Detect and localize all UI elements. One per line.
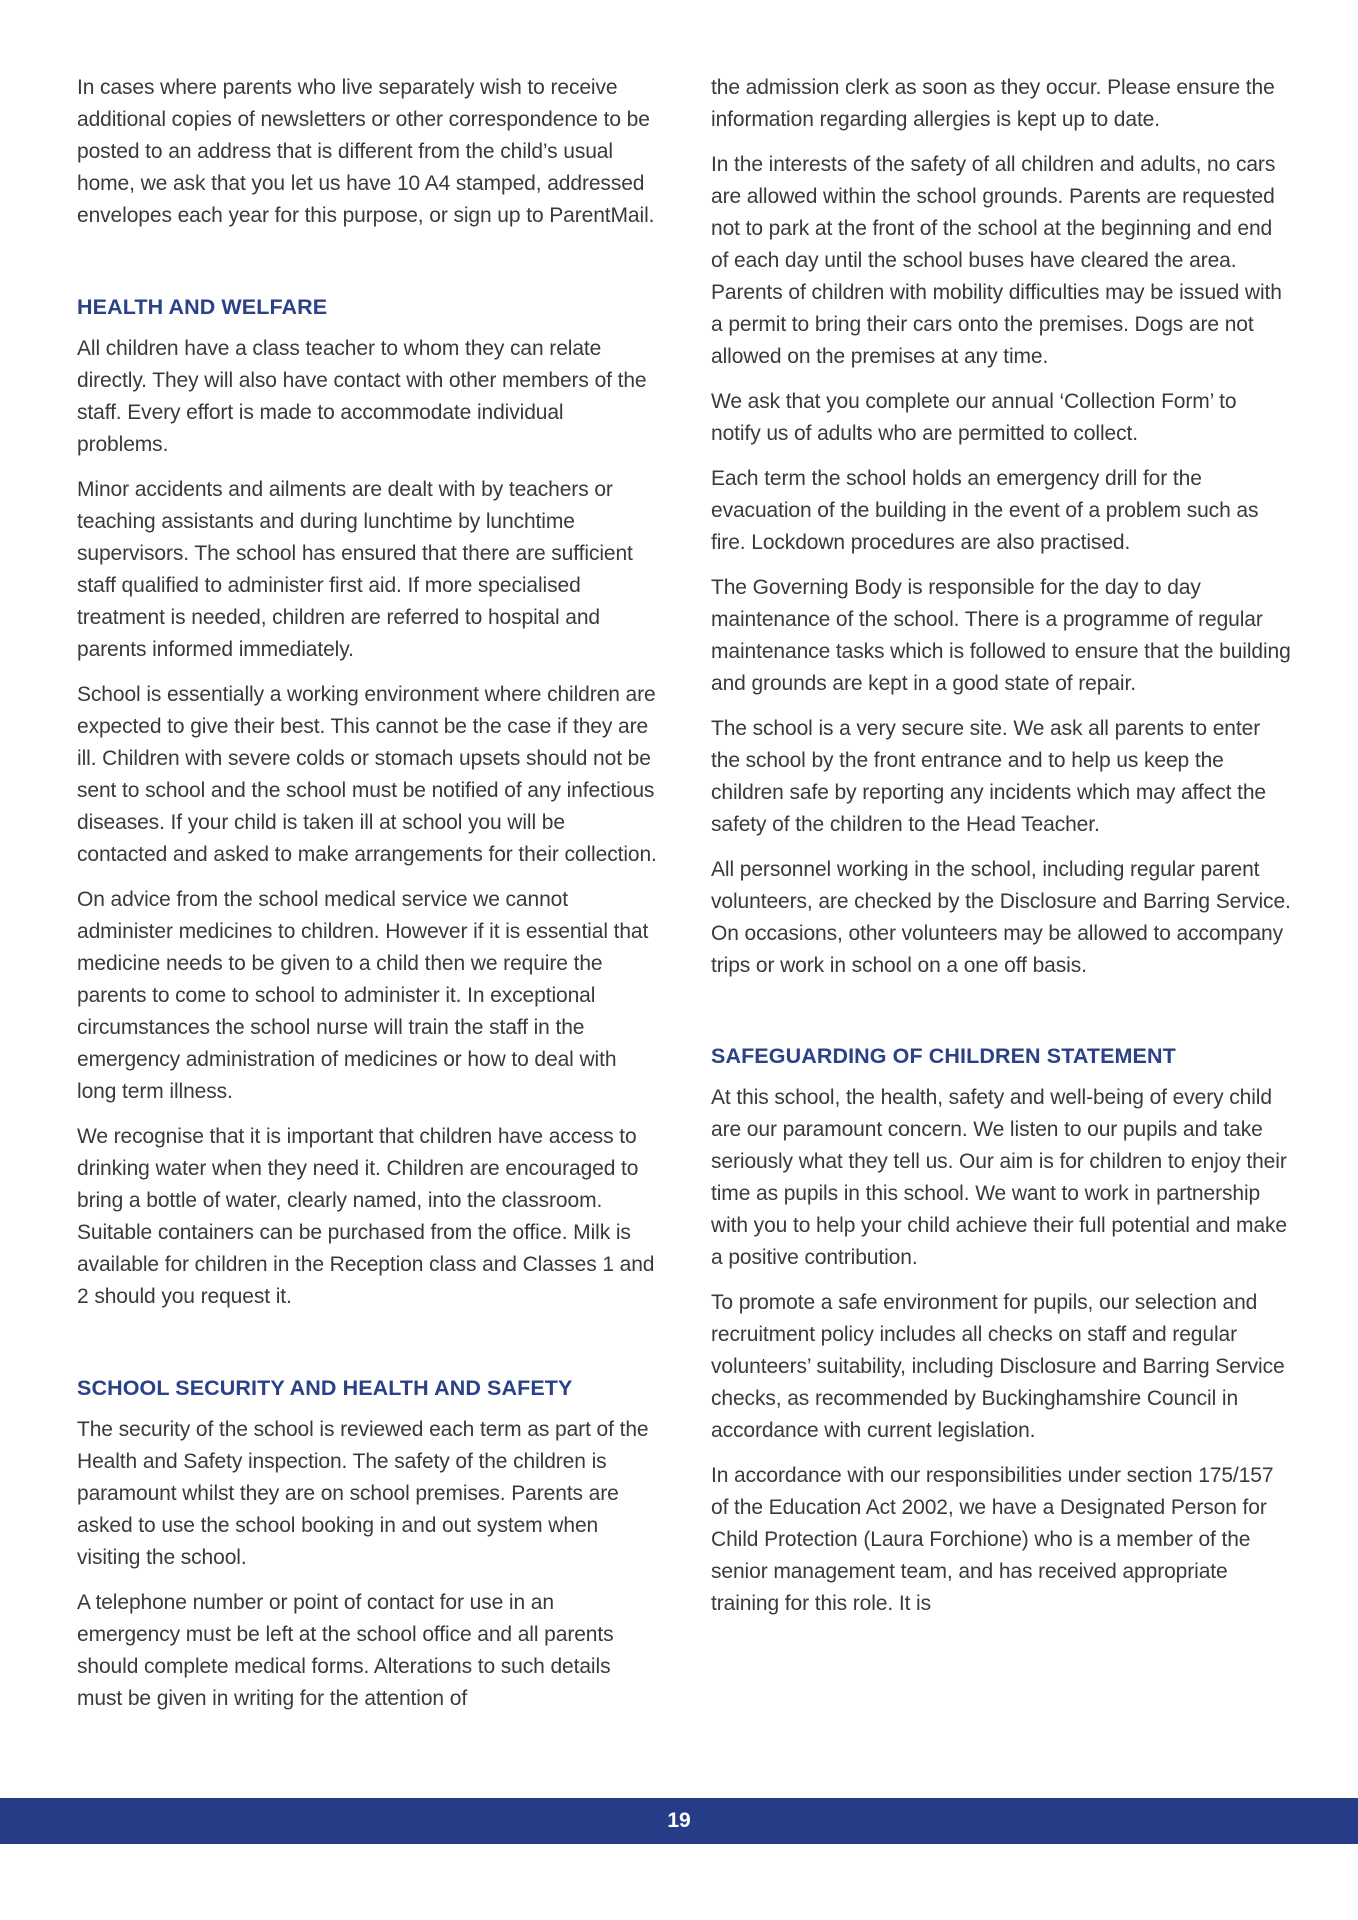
section-spacer (77, 245, 657, 291)
health-paragraph-5: We recognise that it is important that children have access to drinking water when they need it. Children are encouraged to bring a bottle of water, clearly named, into the classroom. Suitable containers can be purchased from the office. Milk is available for children in the Reception class and Classes 1 and 2 should you request it. (77, 1125, 655, 1308)
health-paragraph-2: Minor accidents and ailments are dealt with by teachers or teaching assistants and during lunchtime by lunchtime supervisors. The school has ensured that there are sufficient staff qualified to administer first aid. If more specialised treatment is needed, children are referred to hospital and parents informed immediately. (77, 478, 633, 661)
section-spacer (77, 1326, 657, 1372)
safeguarding-paragraph-3: In accordance with our responsibilities under section 175/157 of the Education Act 2002, we have a Designated Person for Child Protection (Laura Forchione) who is a member of the senior management team, and has received appropriate training for this role. It is (711, 1464, 1274, 1615)
health-paragraph-3: School is essentially a working environment where children are expected to give their best. This cannot be the case if they are ill. Children with severe colds or stomach upsets should not be sent to school and the school must be notified of any infectious diseases. If your child is taken ill at school you will be contacted and asked to make arrangements for their collection. (77, 683, 657, 866)
governing-body-paragraph: The Governing Body is responsible for the day to day maintenance of the school. There is a programme of regular maintenance tasks which is followed to ensure that the building and grounds are kept in a good state of repair. (711, 576, 1291, 695)
health-paragraph-1: All children have a class teacher to whom they can relate directly. They will also have contact with other members of the staff. Every effort is made to accommodate individual problems. (77, 337, 647, 456)
intro-paragraph: In cases where parents who live separately wish to receive additional copies of newsletters or other correspondence to be posted to an address that is different from the child’s usual home, we ask that you let us have 10 A4 stamped, addressed envelopes each year for this purpose, or sign up to ParentMail. (77, 76, 655, 227)
cars-paragraph: In the interests of the safety of all children and adults, no cars are allowed within the school grounds. Parents are requested not to park at the front of the school at the beginning and end of each day until the school buses have cleared the area. Parents of children with mobility difficulties may be issued with a permit to bring their cars onto the premises. Dogs are not allowed on the premises at any time. (711, 153, 1282, 368)
personnel-paragraph: All personnel working in the school, including regular parent volunteers, are checked by the Disclosure and Barring Service. On occasions, other volunteers may be allowed to accompany trips or work in school on a one off basis. (711, 858, 1291, 977)
left-column (77, 72, 657, 1715)
security-paragraph-2: A telephone number or point of contact for use in an emergency must be left at the school office and all parents should complete medical forms. Alterations to such details must be given in writing for the attention of (77, 1591, 614, 1710)
health-paragraph-4: On advice from the school medical service we cannot administer medicines to children. However if it is essential that medicine needs to be given to a child then we require the parents to come to school to administer it. In exceptional circumstances the school nurse will train the staff in the emergency administration of medicines or how to deal with long term illness. (77, 888, 649, 1103)
right-column (711, 72, 1291, 1620)
page-number: 19 (667, 1809, 691, 1832)
footer-bar (0, 1798, 1358, 1844)
secure-site-paragraph: The school is a very secure site. We ask all parents to enter the school by the front entrance and to help us keep the children safe by reporting any incidents which may affect the safety of the children to the Head Teacher. (711, 717, 1266, 836)
security-heading: SCHOOL SECURITY AND HEALTH AND SAFETY (77, 1376, 573, 1400)
emergency-drill-paragraph: Each term the school holds an emergency drill for the evacuation of the building in the event of a problem such as fire. Lockdown procedures are also practised. (711, 467, 1259, 554)
collection-form-paragraph: We ask that you complete our annual ‘Collection Form’ to notify us of adults who are permitted to collect. (711, 390, 1237, 445)
section-spacer (711, 995, 1291, 1040)
safeguarding-paragraph-1: At this school, the health, safety and well-being of every child are our paramount concern. We listen to our pupils and take seriously what they tell us. Our aim is for children to enjoy their time as pupils in this school. We want to work in partnership with you to help your child achieve their full potential and make a positive contribution. (711, 1086, 1288, 1269)
continuation-paragraph: the admission clerk as soon as they occur. Please ensure the information regarding allergies is kept up to date. (711, 76, 1275, 131)
security-paragraph-1: The security of the school is reviewed each term as part of the Health and Safety inspection. The safety of the children is paramount whilst they are on school premises. Parents are asked to use the school booking in and out system when visiting the school. (77, 1418, 649, 1569)
safeguarding-paragraph-2: To promote a safe environment for pupils, our selection and recruitment policy includes all checks on staff and regular volunteers’ suitability, including Disclosure and Barring Service checks, as recommended by Buckinghamshire Council in accordance with current legislation. (711, 1291, 1285, 1442)
health-welfare-heading: HEALTH AND WELFARE (77, 295, 328, 319)
safeguarding-heading: SAFEGUARDING OF CHILDREN STATEMENT (711, 1044, 1176, 1068)
